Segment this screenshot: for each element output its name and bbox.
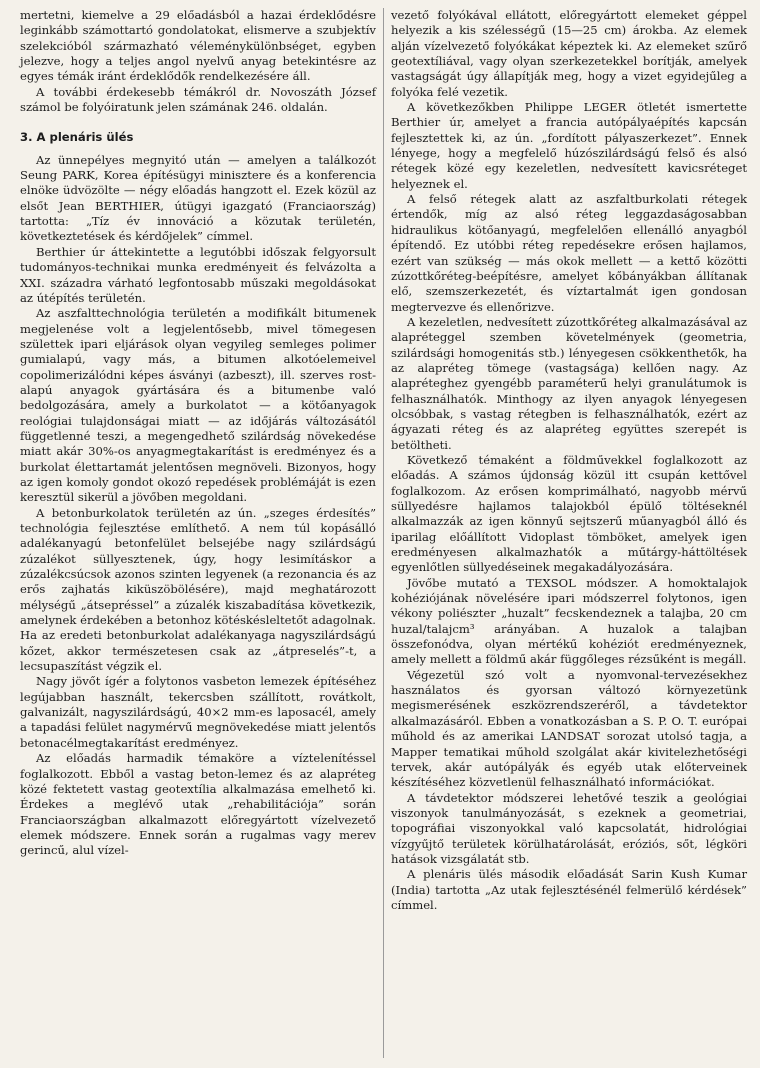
section-heading: 3. A plenáris ülés [20,130,134,145]
paragraph: A következőkben Philippe LEGER ötletét ismertette Berthier úr, amelyet a francia autópályaépítés kapcsán fejlesztettek ki, az ún. „fordított pályaszerkezet”. Ennek lényege, hogy a megfelelő húzószilárdságú felső és alsó rétegek közé egy kezeletlen, nedvesített kavicsréteget helyeznek el. [391,100,747,191]
paragraph: Az aszfalttechnológia területén a modifikált bitumenek megjelenése volt a legjelentősebb, mivel tömegesen születtek ipari eljárások olyan vegyileg semleges polimer gumialapú, vagy más, a bitumen alkotóelemeivel copolimerizálódni képes ásványi (azbeszt), ill. szerves rost-alapú anyagok gyártására és a bitumenbe való bedolgozására, amely a burkolatot — a kötőanyagok reológiai tulajdonságai miatt — az időjárás változásától függetlenné teszi, a megengedhető szilárdság növekedése miatt akár 30%-os anyagmegtakarítást is eredményez és a burkolat élettartamát jelentősen megnöveli. Bizonyos, hogy az igen komoly gondot okozó repedések problémáját is ezen keresztül sikerül a jövőben megoldani. [20,306,376,505]
paragraph: Jövőbe mutató a TEXSOL módszer. A homoktalajok kohéziójának növelésére ipari módszerrel folytonos, igen vékony poliészter „huzalt” fecskendeznek a talajba, 20 cm huzal/talajcm³ arányában. A huzalok a talajban összefonódva, olyan mértékű kohéziót eredményeznek, amely mellett a földmű akár függőleges rézsűként is megáll. [391,575,747,667]
paragraph: Az előadás harmadik témaköre a víztelenítéssel foglalkozott. Ebből a vastag beton-lemez és az alapréteg közé fektetett vastag geotextília alkalmazása emelhető ki. Érdekes a meglévő utak „rehabilitációja” során Franciaországban alkalmazott előregyártott vízelvezető elemek módszere. Ennek során a rugalmas vagy merev gerincű, alul vízel- [20,751,376,858]
paragraph: Az ünnepélyes megnyitó után — amelyen a találkozót Seung PARK, Korea építésügyi minisztere és a konferencia elnöke üdvözölte — négy előadás hangzott el. Ezek közül az elsőt Jean BERTHIER, útügyi igazgató (Franciaország) tartotta: „Tíz év innováció a közutak területén, következtetések és kérdőjelek” címmel. [20,152,376,244]
paragraph: A felső rétegek alatt az aszfaltburkolati rétegek értendők, míg az alsó réteg leggazdaságosabban hidraulikus kötőanyagú, megfelelően ellenálló anyagból építendő. Ez utóbbi réteg repedésekre erősen hajlamos, ezért van szükség — más okok mellett — a kettő közötti zúzottkőréteg-beépítésre, amelyet kőbányákban állítanak elő, szemszerkezetét, és víztartalmát igen gondosan megtervezve és ellenőrizve. [391,192,747,314]
paragraph: A plenáris ülés második előadását Sarin Kush Kumar (India) tartotta „Az utak fejlesztésénél felmerülő kérdések” címmel. [391,867,747,912]
paragraph: mertetni, kiemelve a 29 előadásból a hazai érdeklődésre leginkább számottartó gondolatokat, elismerve a szubjektív szelekcióból származható véleménykülönbséget, egyben jelezve, hogy a teljes angol nyelvű anyag betekintésre az egyes témák iránt érdeklődők rendelkezésére áll. [20,8,376,84]
paragraph: A kezeletlen, nedvesített zúzottkőréteg alkalmazásával az alapréteggel szemben követelmények (geometria, szilárdsági homogenitás stb.) lényegesen csökkenthetők, ha az alapréteg tömege (vastagsága) kellően nagy. Az alapréteghez gyengébb paraméterű helyi granulátumok is felhasználhatók. Minthogy az ilyen anyagok lényegesen olcsóbbak, s vastag rétegben is felhasználhatók, ezért az ágyazati réteg és az alapréteg együttes szerepét is betöltheti. [391,314,747,452]
paragraph: Végezetül szó volt a nyomvonal-tervezésekhez használatos és gyorsan változó környezetünk megismerésének eszközrendszeréről, a távdetektor alkalmazásáról. Ebben a vonatkozásban a S. P. O. T. európai műhold és az amerikai LANDSAT sorozat utolsó tagja, a Mapper tematikai műhold szolgálat akár kivitelezhetőségi tervek, akár autópályák és egyéb utak előterveinek készítéséhez közvetlenül felhasználható információkat. [391,667,747,790]
paragraph: vezető folyókával ellátott, előregyártott elemeket géppel helyezik a kis szélességű (15—25 cm) árokba. Az elemek alján vízelvezető folyókákat képeztek ki. Az elemeket szűrő geotextíliával, vagy olyan szerkezetekkel borítják, amelyek vastagságát úgy állapítják meg, hogy a vizet egyidejűleg a folyóka felé vezetik. [391,8,747,99]
paragraph: Nagy jövőt ígér a folytonos vasbeton lemezek építéséhez legújabban használt, tekercsben szállított, rovátkolt, galvanizált, nagyszilárdságú, 40×2 mm-es laposacél, amely a tapadási felület nagymérvű megnövekedése miatt jelentős betonacélmegtakarítást eredményez. [20,674,376,750]
paragraph: Következő témaként a földművekkel foglalkozott az előadás. A számos újdonság közül itt csupán kettővel foglalkozom. Az erősen komprimálható, nagyobb mérvű süllyedésre hajlamos talajokból épülő töltéseknél alkalmazzák az igen könnyű sejtszerű műanyagból álló és iparilag előállított Vidoplast tömböket, amelyek igen eredményesen alkalmazhatók a műtárgy-háttöltések egyenlőtlen süllyedéseinek megakadályozására. [391,452,747,575]
paragraph: A betonburkolatok területén az ún. „szeges érdesítés” technológia fejlesztése említhető. A nem túl kopásálló adalékanyagú betonfelület belsejébe nagy szilárdságú zúzalékot süllyesztenek, úgy, hogy lesimításkor a zúzalékcsúcsok azonos szinten legyenek (a rezonancia és az erős zajhatás kiküszöbölésére), majd meghatározott mélységű „átsepréssel” a zúzalék kiszabadítása következik, amelynek érdekében a betonhoz kötéskésleltetőt adagolnak. Ha az eredeti betonburkolat adalékanyaga nagyszilárdságú kőzet, akkor természetesen csak az „átpreselés”-t, a lecsupaszítást végzik el. [20,505,376,674]
right-column [391,8,747,1058]
paragraph: Berthier úr áttekintette a legutóbbi időszak felgyorsult tudományos-technikai munka eredményeit és felvázolta a XXI. századra várható legfontosabb műszaki megoldásokat az útépítés területén. [20,244,376,305]
left-column [20,8,376,1058]
paragraph: A további érdekesebb témákról dr. Novoszáth József számol be folyóiratunk jelen számának 246. oldalán. [20,84,376,115]
paragraph: A távdetektor módszerei lehetővé teszik a geológiai viszonyok tanulmányozását, s ezeknek a geometriai, topográfiai viszonyokkal való kapcsolatát, hidrológiai vízgyűjtő területek körülhatárolását, eróziós, sőt, légköri hatások vizsgálatát stb. [391,790,747,866]
column-divider [383,8,384,1058]
